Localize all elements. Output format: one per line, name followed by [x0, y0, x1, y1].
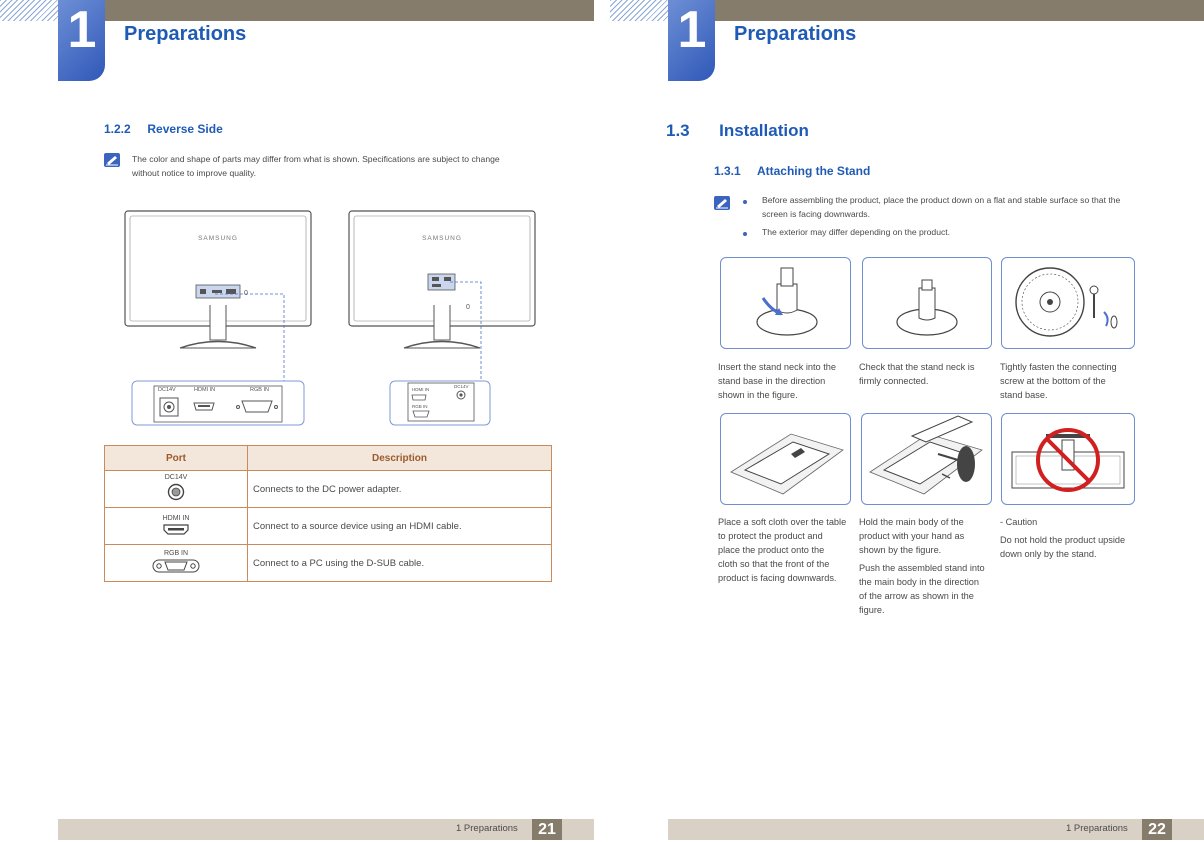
bullet-item: The exterior may differ depending on the product. — [762, 227, 951, 237]
monitor-right-illustration — [349, 211, 535, 348]
subsection-heading — [714, 164, 870, 178]
table-row — [105, 508, 552, 545]
caption-line: the main body in the direction — [859, 577, 980, 587]
chapter-title: Preparations — [734, 23, 857, 45]
bullet-item — [762, 194, 1162, 221]
right-header-bar — [714, 0, 1204, 21]
step-caption — [859, 360, 995, 388]
panel-label-dc14v-right: DC14V — [454, 384, 469, 389]
caption-line: shown by the figure. — [859, 545, 942, 555]
subsection-title: Attaching the Stand — [756, 164, 871, 178]
step-figure-soft-cloth — [720, 413, 851, 505]
caption-line: stand base in the direction — [718, 376, 826, 386]
right-footer-label: 1 Preparations — [1066, 823, 1128, 834]
caption-line: Check that the stand neck is — [859, 362, 975, 372]
left-header-hatch — [0, 0, 60, 21]
monitor-left-illustration — [125, 211, 311, 348]
bullet-dot — [743, 232, 747, 236]
port-label: RGB IN — [163, 550, 189, 557]
subsection-number: 1.3.1 — [714, 164, 741, 178]
panel-label-rgb: RGB IN — [250, 387, 269, 393]
step-caption — [859, 515, 995, 617]
caption-line: cloth so that the front of the — [718, 559, 830, 569]
caption-line: place the product onto the — [718, 545, 825, 555]
description-cell: Connect to a source device using an HDMI cable. — [248, 508, 552, 545]
step-figure-insert-neck — [720, 257, 851, 349]
table-row — [105, 471, 552, 508]
caption-line: to protect the product and — [718, 531, 823, 541]
description-header: Description — [248, 446, 552, 471]
svg-text:0: 0 — [466, 304, 470, 311]
right-header-hatch — [610, 0, 670, 21]
section-number: 1.3 — [666, 121, 690, 140]
step-figure-neck-connected — [862, 257, 992, 349]
step-figure-caution — [1001, 413, 1135, 505]
port-table — [104, 445, 552, 582]
section-title: Reverse Side — [147, 122, 223, 136]
caption-line: down only by the stand. — [1000, 549, 1097, 559]
caption-line: Place a soft cloth over the table — [718, 517, 847, 527]
caption-line: Do not hold the product upside — [1000, 535, 1126, 545]
caption-line: screw at the bottom of the — [1000, 376, 1106, 386]
section-number: 1.2.2 — [104, 122, 131, 136]
caption-line: product with your hand as — [859, 531, 965, 541]
port-cell — [105, 471, 248, 508]
section-title: Installation — [719, 121, 809, 140]
port-label: DC14V — [164, 474, 188, 481]
caption-line: Hold the main body of the — [859, 517, 964, 527]
step-caption — [718, 515, 858, 585]
bullet-line: screen is facing downwards. — [762, 208, 870, 219]
caption-line: stand base. — [1000, 390, 1048, 400]
step-figure-fasten-screw — [1001, 257, 1135, 349]
note-icon — [104, 153, 120, 167]
caption-line: shown in the figure. — [718, 390, 798, 400]
panel-label-hdmi-right: HDMI IN — [412, 387, 430, 392]
chapter-title: Preparations — [124, 23, 247, 45]
panel-label-dc14v: DC14V — [158, 387, 176, 393]
note-line: The color and shape of parts may differ from what is shown. Specifications are subject to change — [132, 154, 500, 164]
note-text — [132, 152, 552, 180]
brand-logo-left: SAMSUNG — [198, 235, 238, 242]
chapter-number: 1 — [67, 1, 97, 59]
section-heading — [666, 121, 809, 141]
note-icon — [714, 196, 730, 210]
left-page-number: 21 — [532, 819, 562, 840]
svg-text:0: 0 — [244, 290, 248, 297]
vga-port-icon — [152, 559, 200, 573]
bullet-dot — [743, 200, 747, 204]
caption-line: firmly connected. — [859, 376, 929, 386]
description-cell: Connects to the DC power adapter. — [248, 471, 552, 508]
port-cell — [105, 508, 248, 545]
step-caption — [1000, 360, 1136, 402]
caption-line: Tightly fasten the connecting — [1000, 362, 1117, 372]
monitor-rear-diagram — [120, 205, 540, 430]
step-caption — [1000, 515, 1140, 561]
description-cell: Connect to a PC using the D-SUB cable. — [248, 545, 552, 582]
panel-label-rgb-right: RGB IN — [412, 404, 428, 409]
note-line: without notice to improve quality. — [132, 168, 257, 178]
bullet-line: Before assembling the product, place the product down on a flat and stable surface so that the — [762, 195, 1121, 205]
section-heading — [104, 122, 223, 136]
caption-line: Push the assembled stand into — [859, 563, 985, 573]
left-chapter-box — [58, 0, 105, 81]
hdmi-port-icon — [163, 524, 189, 535]
brand-logo-right: SAMSUNG — [422, 235, 462, 242]
caption-line: Insert the stand neck into the — [718, 362, 836, 372]
step-caption — [718, 360, 854, 402]
panel-label-hdmi: HDMI IN — [194, 387, 216, 393]
right-page-number: 22 — [1142, 819, 1172, 840]
dc-power-port-icon — [167, 483, 185, 501]
right-chapter-box — [668, 0, 715, 81]
caption-line: of the arrow as shown in the — [859, 591, 974, 601]
port-label: HDMI IN — [162, 514, 190, 522]
caption-line: figure. — [859, 605, 885, 615]
port-cell — [105, 545, 248, 582]
caption-line: - Caution — [1000, 517, 1038, 527]
left-footer-label: 1 Preparations — [456, 823, 518, 834]
caption-line: product is facing downwards. — [718, 573, 837, 583]
left-header-bar — [104, 0, 594, 21]
chapter-number: 1 — [677, 1, 707, 59]
port-header: Port — [105, 446, 248, 471]
table-row — [105, 545, 552, 582]
step-figure-push-stand — [861, 413, 992, 505]
